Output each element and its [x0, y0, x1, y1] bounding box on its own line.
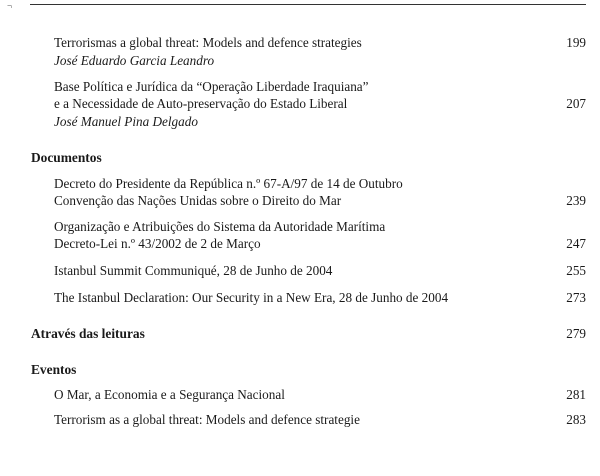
top-rule: [30, 4, 586, 5]
entry-title-line: Convenção das Nações Unidas sobre o Direito do Mar: [54, 193, 342, 208]
entry-title-line: Base Política e Jurídica da “Operação Liberdade Iraquiana”: [54, 79, 369, 94]
page-number: 281: [566, 387, 586, 402]
entry-title-line: Terrorismas a global threat: Models and defence strategies: [54, 35, 362, 50]
page-number: 239: [566, 193, 586, 208]
page-number: 255: [566, 263, 586, 278]
page-number: 283: [566, 412, 586, 427]
section-heading-leituras: Através das leituras: [31, 326, 145, 341]
entry-title-line: O Mar, a Economia e a Segurança Nacional: [54, 387, 285, 402]
section-heading-documentos: Documentos: [31, 150, 102, 165]
corner-mark: ¬: [7, 1, 13, 11]
entry-title-line: Decreto do Presidente da República n.º 67-A/97 de 14 de Outubro: [54, 176, 403, 191]
entry-title-line: The Istanbul Declaration: Our Security in a New Era, 28 de Junho de 2004: [54, 290, 449, 305]
entry-title-line: Terrorism as a global threat: Models and defence strategie: [54, 412, 360, 427]
entry-title-line: Decreto-Lei n.º 43/2002 de 2 de Março: [54, 236, 261, 251]
entry-title-line: Organização e Atribuições do Sistema da Autoridade Marítima: [54, 219, 386, 234]
page-number: 247: [566, 236, 586, 251]
page-number: 279: [566, 326, 586, 341]
page-number: 199: [566, 35, 586, 50]
entry-author: José Manuel Pina Delgado: [54, 114, 198, 129]
entry-author: José Eduardo Garcia Leandro: [54, 53, 215, 68]
page-number: 273: [566, 290, 586, 305]
section-heading-eventos: Eventos: [31, 362, 77, 377]
page-number: 207: [566, 96, 586, 111]
entry-title-line: e a Necessidade de Auto-preservação do Estado Liberal: [54, 96, 348, 111]
entry-title-line: Istanbul Summit Communiqué, 28 de Junho de 2004: [54, 263, 333, 278]
